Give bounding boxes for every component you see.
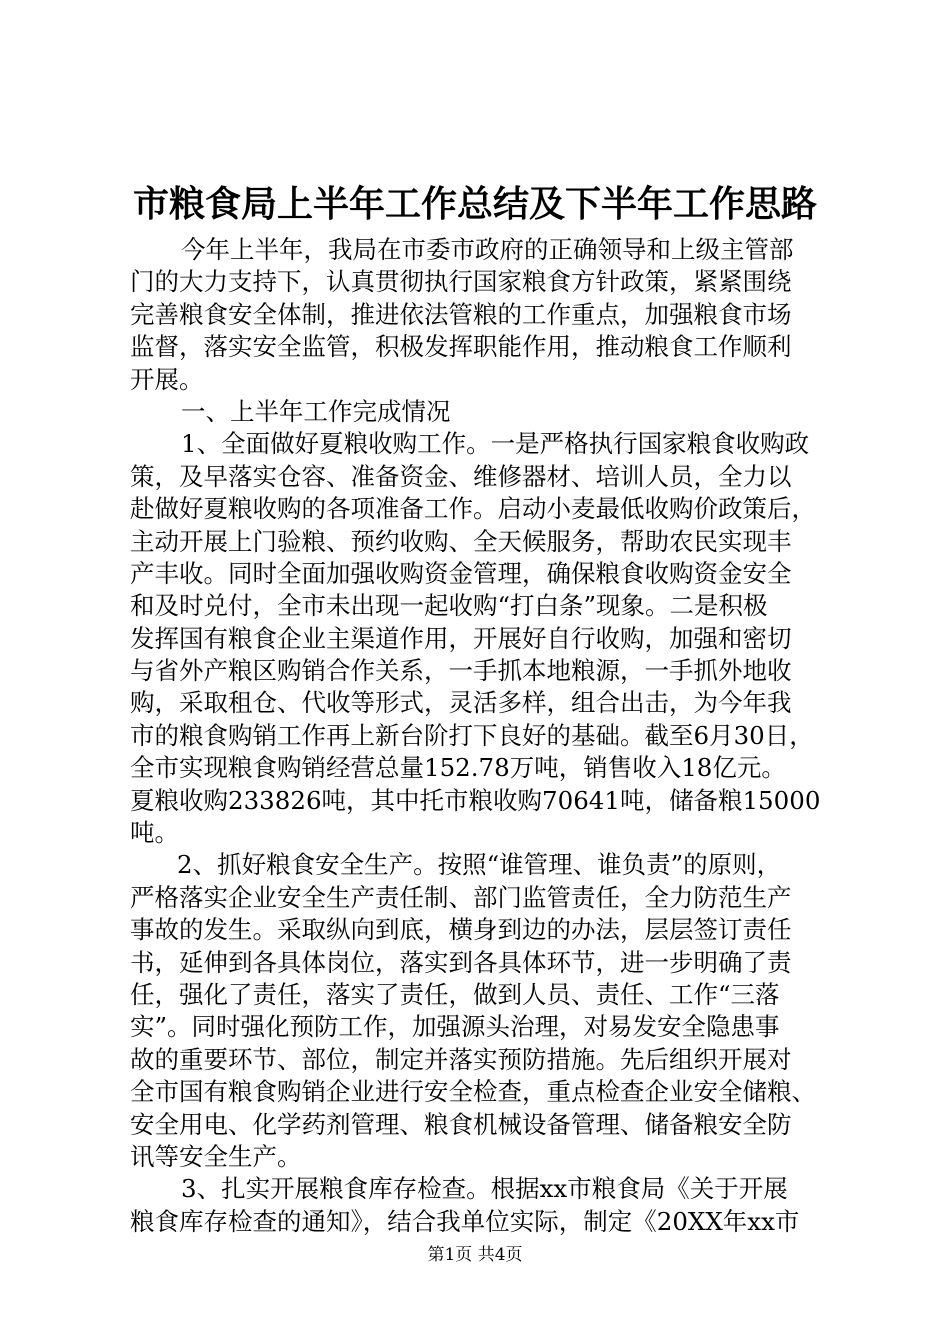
paragraph-line: 开展。 — [130, 364, 204, 394]
paragraph-line: 讯等安全生产。 — [130, 1141, 302, 1171]
paragraph-line: 产丰收。同时全面加强收购资金管理，确保粮食收购资金安全 — [130, 558, 792, 588]
paragraph-line: 监督，落实安全监管，积极发挥职能作用，推动粮食工作顺利 — [130, 332, 792, 362]
paragraph-line: 安全用电、化学药剂管理、粮食机械设备管理、储备粮安全防 — [130, 1109, 792, 1139]
paragraph-line: 全市实现粮食购销经营总量152.78万吨，销售收入18亿元。 — [130, 753, 786, 783]
paragraph-line: 完善粮食安全体制，推进依法管粮的工作重点，加强粮食市场 — [130, 299, 792, 329]
paragraph-line: 策，及早落实仓容、准备资金、维修器材、培训人员，全力以 — [130, 461, 792, 491]
paragraph-line: 3、扎实开展粮食库存检查。根据xx市粮食局《关于开展 — [181, 1174, 788, 1204]
document-body — [130, 234, 842, 1238]
paragraph-line: 粮食库存检查的通知》，结合我单位实际，制定《20XX年xx市 — [130, 1206, 800, 1236]
paragraph-line: 今年上半年，我局在市委市政府的正确领导和上级主管部 — [181, 235, 794, 264]
paragraph-line: 2、抓好粮食安全生产。按照“谁管理、谁负责”的原则， — [177, 850, 782, 880]
paragraph-line: 任，强化了责任，落实了责任，做到人员、责任、工作“三落 — [130, 979, 780, 1009]
paragraph-line: 购，采取租仓、代收等形式，灵活多样，组合出击，为今年我 — [130, 688, 792, 718]
paragraph-line: 故的重要环节、部位，制定并落实预防措施。先后组织开展对 — [130, 1044, 792, 1074]
paragraph-line: 与省外产粮区购销合作关系，一手抓本地粮源，一手抓外地收 — [130, 656, 792, 686]
paragraph-line: 主动开展上门验粮、预约收购、全天候服务，帮助农民实现丰 — [130, 526, 792, 556]
document-title: 市粮食局上半年工作总结及下半年工作思路 — [132, 183, 817, 225]
paragraph-line: 事故的发生。采取纵向到底，横身到边的办法，层层签订责任 — [130, 915, 792, 945]
paragraph-line: 门的大力支持下，认真贯彻执行国家粮食方针政策，紧紧围绕 — [130, 267, 792, 297]
paragraph-line: 夏粮收购233826吨，其中托市粮收购70641吨，储备粮15000 — [130, 785, 821, 815]
paragraph-line: 吨。 — [130, 818, 179, 848]
paragraph-line: 严格落实企业安全生产责任制、部门监管责任，全力防范生产 — [130, 882, 792, 912]
paragraph-line: 市的粮食购销工作再上新台阶打下良好的基础。截至6月30日， — [130, 720, 814, 750]
paragraph-line: 实”。同时强化预防工作，加强源头治理，对易发安全隐患事 — [130, 1012, 780, 1042]
section-heading: 一、上半年工作完成情况 — [181, 396, 451, 426]
paragraph-line: 书，延伸到各具体岗位，落实到各具体环节，进一步明确了责 — [130, 947, 792, 977]
paragraph-line: 发挥国有粮食企业主渠道作用，开展好自行收购，加强和密切 — [130, 623, 792, 653]
paragraph-line: 1、全面做好夏粮收购工作。一是严格执行国家粮食收购政 — [181, 429, 810, 459]
paragraph-line: 全市国有粮食购销企业进行安全检查，重点检查企业安全储粮、 — [130, 1077, 816, 1107]
page-number: 第1页 共4页 — [427, 1245, 523, 1265]
paragraph-line: 和及时兑付，全市未出现一起收购“打白条”现象。二是积极 — [130, 591, 768, 621]
paragraph-line: 赴做好夏粮收购的各项准备工作。启动小麦最低收购价政策后， — [130, 494, 816, 524]
